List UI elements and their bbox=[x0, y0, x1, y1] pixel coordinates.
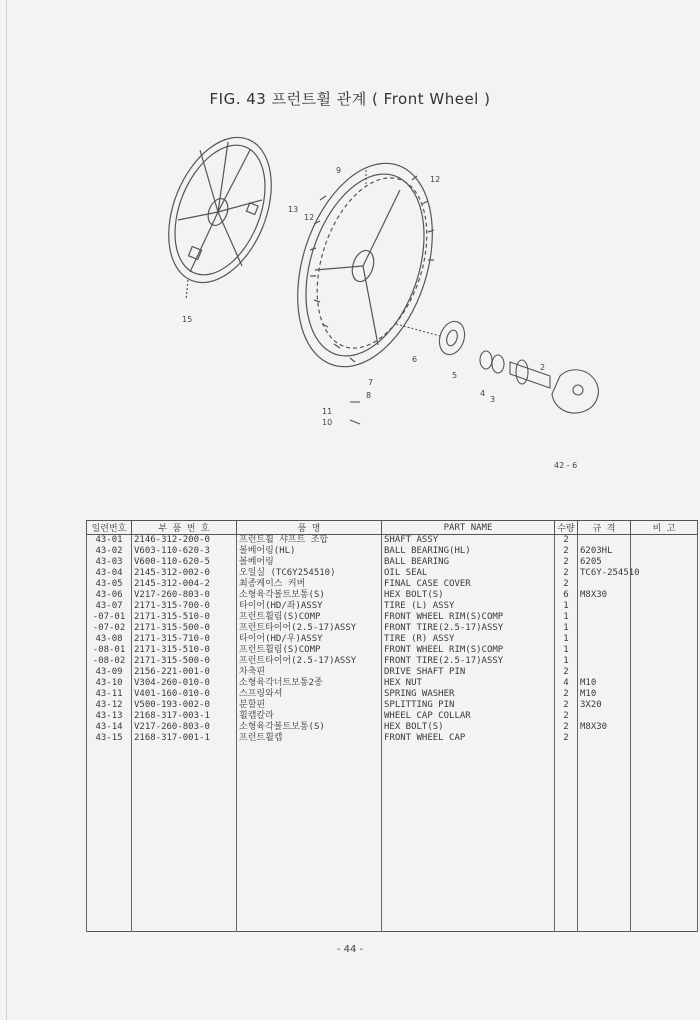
cell-name-en: SPLITTING PIN bbox=[382, 700, 555, 711]
cell-note bbox=[631, 623, 698, 634]
cell-qty: 2 bbox=[555, 700, 578, 711]
cell-name-kr: 차축핀 bbox=[237, 667, 382, 678]
cell-name-en: BALL BEARING bbox=[382, 557, 555, 568]
cell-name-kr: 볼베어링 bbox=[237, 557, 382, 568]
cell-name-en: FRONT WHEEL RIM(S)COMP bbox=[382, 645, 555, 656]
cell-spec: M8X30 bbox=[578, 722, 631, 733]
cell-key: 43-13 bbox=[87, 711, 132, 722]
table-row bbox=[87, 623, 698, 634]
cell-qty: 1 bbox=[555, 623, 578, 634]
cell-qty: 1 bbox=[555, 656, 578, 667]
cell-note bbox=[631, 557, 698, 568]
table-row bbox=[87, 535, 698, 547]
cell-part-no: 2171-315-500-0 bbox=[132, 623, 237, 634]
cell-note bbox=[631, 700, 698, 711]
cell-note bbox=[631, 678, 698, 689]
front-tire-drawing bbox=[274, 146, 457, 384]
cell-spec: 6205 bbox=[578, 557, 631, 568]
cell-key: 43-03 bbox=[87, 557, 132, 568]
cell-part-no: 2171-315-510-0 bbox=[132, 645, 237, 656]
header-key: 일련번호 bbox=[87, 521, 132, 535]
callout-3: 3 bbox=[490, 395, 496, 404]
cell-spec: M10 bbox=[578, 678, 631, 689]
cell-qty: 2 bbox=[555, 689, 578, 700]
cell-name-en: SHAFT ASSY bbox=[382, 535, 555, 547]
cell-part-no: 2145-312-002-0 bbox=[132, 568, 237, 579]
callout-10: 10 bbox=[322, 418, 333, 427]
cell-spec: M10 bbox=[578, 689, 631, 700]
cell-spec bbox=[578, 623, 631, 634]
cell-note bbox=[631, 634, 698, 645]
cell-key: 43-09 bbox=[87, 667, 132, 678]
cell-name-kr: 소형육각볼트보통(S) bbox=[237, 722, 382, 733]
cell-name-en: TIRE (L) ASSY bbox=[382, 601, 555, 612]
cell-name-kr: 프런트타이어(2.5-17)ASSY bbox=[237, 623, 382, 634]
table-row bbox=[87, 733, 698, 744]
header-name-kr: 품 명 bbox=[237, 521, 382, 535]
cell-part-no: V500-193-002-0 bbox=[132, 700, 237, 711]
table-header-row bbox=[87, 521, 698, 535]
cell-name-en: BALL BEARING(HL) bbox=[382, 546, 555, 557]
cell-note bbox=[631, 535, 698, 547]
cell-spec bbox=[578, 601, 631, 612]
cell-key: 43-15 bbox=[87, 733, 132, 744]
cell-note bbox=[631, 689, 698, 700]
header-qty: 수량 bbox=[555, 521, 578, 535]
cell-qty: 2 bbox=[555, 535, 578, 547]
figure-title: FIG. 43 프런트휠 관계 ( Front Wheel ) bbox=[209, 90, 491, 108]
cell-key: -08-02 bbox=[87, 656, 132, 667]
cell-qty: 2 bbox=[555, 546, 578, 557]
cell-key: 43-02 bbox=[87, 546, 132, 557]
cell-name-kr: 최종케이스 커버 bbox=[237, 579, 382, 590]
cell-key: -07-01 bbox=[87, 612, 132, 623]
cell-name-kr: 소형육각너트보통2종 bbox=[237, 678, 382, 689]
cell-part-no: 2171-315-500-0 bbox=[132, 656, 237, 667]
cell-name-en: FINAL CASE COVER bbox=[382, 579, 555, 590]
hub-parts-drawing bbox=[350, 170, 598, 424]
cell-note bbox=[631, 612, 698, 623]
cell-note bbox=[631, 722, 698, 733]
callout-8: 8 bbox=[366, 391, 372, 400]
table-row bbox=[87, 645, 698, 656]
cell-spec: TC6Y-254510 bbox=[578, 568, 631, 579]
parts-table-body bbox=[87, 535, 698, 932]
cell-name-en: HEX BOLT(S) bbox=[382, 590, 555, 601]
cell-spec bbox=[578, 733, 631, 744]
cell-name-kr: 소형육각볼트보통(S) bbox=[237, 590, 382, 601]
table-row bbox=[87, 678, 698, 689]
cell-spec: 3X20 bbox=[578, 700, 631, 711]
header-part-no: 부 품 번 호 bbox=[132, 521, 237, 535]
callout-15: 15 bbox=[182, 315, 193, 324]
cell-note bbox=[631, 733, 698, 744]
cell-note bbox=[631, 656, 698, 667]
cell-part-no: 2146-312-200-0 bbox=[132, 535, 237, 547]
callout-2: 2 bbox=[540, 363, 546, 372]
cell-key: 43-05 bbox=[87, 579, 132, 590]
cell-part-no: 2171-315-700-0 bbox=[132, 601, 237, 612]
cell-name-en: FRONT TIRE(2.5-17)ASSY bbox=[382, 656, 555, 667]
callout-4: 4 bbox=[480, 389, 486, 398]
table-row bbox=[87, 601, 698, 612]
cell-name-kr: 타이어(HD/좌)ASSY bbox=[237, 601, 382, 612]
cell-key: 43-14 bbox=[87, 722, 132, 733]
cell-part-no: 2168-317-003-1 bbox=[132, 711, 237, 722]
table-row bbox=[87, 634, 698, 645]
cell-qty: 2 bbox=[555, 733, 578, 744]
cell-part-no: V603-110-620-3 bbox=[132, 546, 237, 557]
table-row bbox=[87, 590, 698, 601]
table-row bbox=[87, 612, 698, 623]
cell-part-no: 2156-221-001-0 bbox=[132, 667, 237, 678]
cell-note bbox=[631, 645, 698, 656]
cell-qty: 1 bbox=[555, 601, 578, 612]
callout-5: 5 bbox=[452, 371, 458, 380]
cell-name-kr: 볼베어링(HL) bbox=[237, 546, 382, 557]
table-row bbox=[87, 579, 698, 590]
cell-qty: 2 bbox=[555, 711, 578, 722]
callout-13: 13 bbox=[288, 205, 299, 214]
cell-qty: 6 bbox=[555, 590, 578, 601]
cell-name-kr: 분할핀 bbox=[237, 700, 382, 711]
cell-key: 43-12 bbox=[87, 700, 132, 711]
cell-key: 43-06 bbox=[87, 590, 132, 601]
cell-key: 43-01 bbox=[87, 535, 132, 547]
cell-name-en: OIL SEAL bbox=[382, 568, 555, 579]
page-edge bbox=[6, 0, 7, 1020]
callout-12b: 12 bbox=[304, 213, 315, 222]
cell-note bbox=[631, 590, 698, 601]
cell-spec bbox=[578, 645, 631, 656]
cell-spec: M8X30 bbox=[578, 590, 631, 601]
cell-name-en: FRONT WHEEL CAP bbox=[382, 733, 555, 744]
cell-note bbox=[631, 711, 698, 722]
table-row bbox=[87, 722, 698, 733]
cell-part-no: 2145-312-004-2 bbox=[132, 579, 237, 590]
cell-name-en: HEX BOLT(S) bbox=[382, 722, 555, 733]
cell-qty: 2 bbox=[555, 557, 578, 568]
callout-6: 6 bbox=[412, 355, 418, 364]
cell-name-kr: 프런트휠림(S)COMP bbox=[237, 645, 382, 656]
cell-name-en: FRONT TIRE(2.5-17)ASSY bbox=[382, 623, 555, 634]
cell-qty: 2 bbox=[555, 579, 578, 590]
cell-qty: 4 bbox=[555, 678, 578, 689]
cell-spec bbox=[578, 612, 631, 623]
cell-part-no: V600-110-620-5 bbox=[132, 557, 237, 568]
cell-key: 43-11 bbox=[87, 689, 132, 700]
table-row bbox=[87, 557, 698, 568]
callout-7: 7 bbox=[368, 378, 374, 387]
table-row bbox=[87, 568, 698, 579]
cell-part-no: 2168-317-001-1 bbox=[132, 733, 237, 744]
table-row bbox=[87, 711, 698, 722]
cell-name-kr: 오일실 (TC6Y254510) bbox=[237, 568, 382, 579]
table-filler-row bbox=[87, 744, 698, 932]
cell-name-en: FRONT WHEEL RIM(S)COMP bbox=[382, 612, 555, 623]
callout-9: 9 bbox=[336, 166, 342, 175]
cell-part-no: 2171-315-510-0 bbox=[132, 612, 237, 623]
header-note: 비 고 bbox=[631, 521, 698, 535]
cell-name-en: SPRING WASHER bbox=[382, 689, 555, 700]
header-spec: 규 격 bbox=[578, 521, 631, 535]
cell-spec: 6203HL bbox=[578, 546, 631, 557]
callout-12a: 12 bbox=[430, 175, 441, 184]
cell-key: -08-01 bbox=[87, 645, 132, 656]
cell-spec bbox=[578, 656, 631, 667]
cell-key: 43-04 bbox=[87, 568, 132, 579]
cell-spec bbox=[578, 535, 631, 547]
cell-note bbox=[631, 546, 698, 557]
cell-note bbox=[631, 667, 698, 678]
cell-key: -07-02 bbox=[87, 623, 132, 634]
cell-name-kr: 프런트휠림(S)COMP bbox=[237, 612, 382, 623]
cell-note bbox=[631, 579, 698, 590]
cell-qty: 2 bbox=[555, 568, 578, 579]
cell-part-no: 2171-315-710-0 bbox=[132, 634, 237, 645]
cell-note bbox=[631, 601, 698, 612]
header-name-en: PART NAME bbox=[382, 521, 555, 535]
cell-name-kr: 프런트휠 샤프트 조합 bbox=[237, 535, 382, 547]
cell-spec bbox=[578, 579, 631, 590]
cell-name-kr: 타이어(HD/우)ASSY bbox=[237, 634, 382, 645]
parts-table bbox=[86, 520, 698, 932]
cell-name-en: WHEEL CAP COLLAR bbox=[382, 711, 555, 722]
cell-key: 43-07 bbox=[87, 601, 132, 612]
cell-spec bbox=[578, 634, 631, 645]
cell-name-en: TIRE (R) ASSY bbox=[382, 634, 555, 645]
cell-name-kr: 프런트타이어(2.5-17)ASSY bbox=[237, 656, 382, 667]
table-row bbox=[87, 689, 698, 700]
cell-spec bbox=[578, 667, 631, 678]
cell-part-no: V401-160-010-0 bbox=[132, 689, 237, 700]
cell-qty: 1 bbox=[555, 634, 578, 645]
wheel-cap-drawing bbox=[149, 122, 291, 300]
cell-part-no: V217-260-803-0 bbox=[132, 722, 237, 733]
cell-name-en: HEX NUT bbox=[382, 678, 555, 689]
cell-qty: 1 bbox=[555, 645, 578, 656]
cell-qty: 2 bbox=[555, 722, 578, 733]
cell-key: 43-10 bbox=[87, 678, 132, 689]
cell-part-no: V304-260-010-0 bbox=[132, 678, 237, 689]
callout-11: 11 bbox=[322, 407, 333, 416]
cell-name-kr: 휠캡칼라 bbox=[237, 711, 382, 722]
table-row bbox=[87, 546, 698, 557]
cell-note bbox=[631, 568, 698, 579]
cell-key: 43-08 bbox=[87, 634, 132, 645]
table-row bbox=[87, 700, 698, 711]
callout-42-6: 42 - 6 bbox=[554, 461, 578, 470]
table-row bbox=[87, 667, 698, 678]
cell-spec bbox=[578, 711, 631, 722]
table-row bbox=[87, 656, 698, 667]
cell-part-no: V217-260-803-0 bbox=[132, 590, 237, 601]
exploded-diagram bbox=[150, 140, 630, 480]
cell-qty: 2 bbox=[555, 667, 578, 678]
cell-name-kr: 프런트휠캡 bbox=[237, 733, 382, 744]
cell-qty: 1 bbox=[555, 612, 578, 623]
cell-name-kr: 스프링와셔 bbox=[237, 689, 382, 700]
cell-name-en: DRIVE SHAFT PIN bbox=[382, 667, 555, 678]
page-number: - 44 - bbox=[336, 944, 364, 955]
